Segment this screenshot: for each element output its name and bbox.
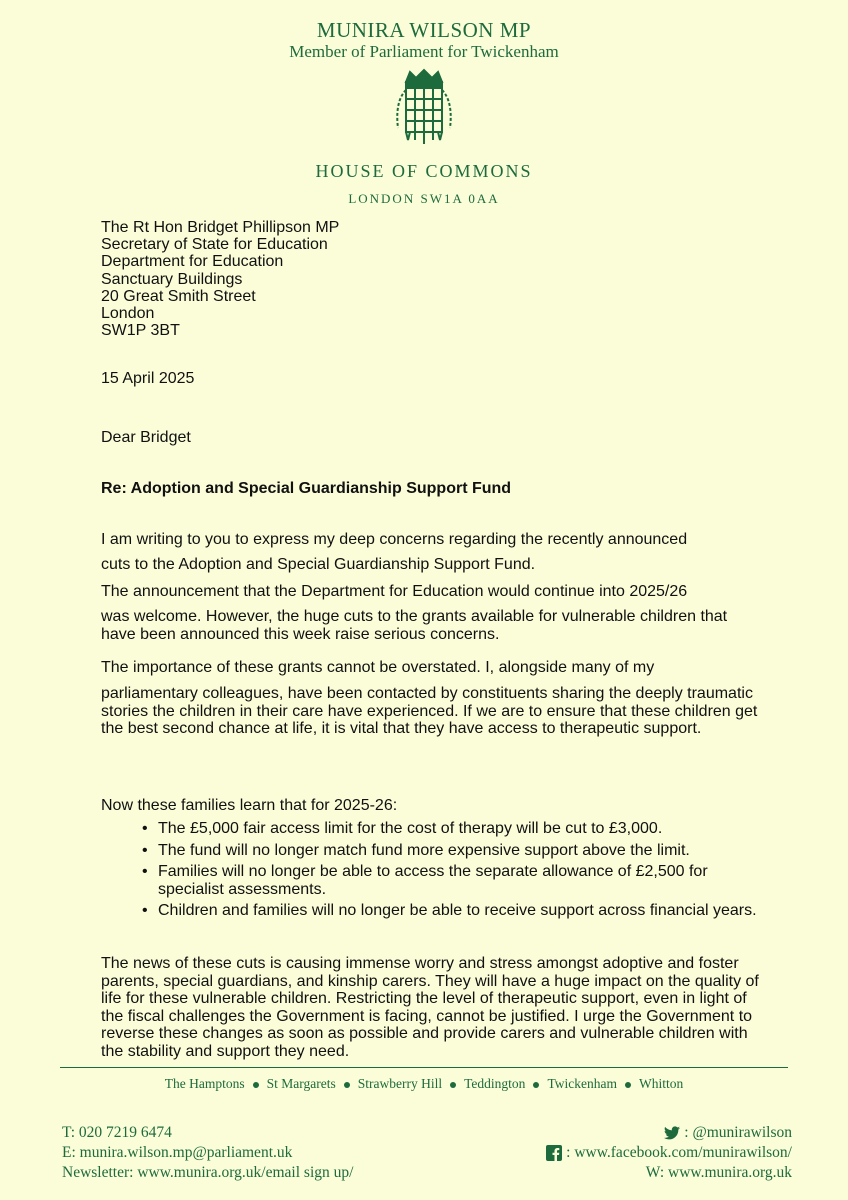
house-address: LONDON SW1A 0AA (348, 191, 500, 206)
list-item: • Children and families will no longer be able to receive support across financial years. (128, 902, 768, 920)
mp-name: MUNIRA WILSON MP (316, 18, 532, 42)
recipient-line: 20 Great Smith Street (101, 287, 256, 305)
facebook-row[interactable] (546, 1144, 792, 1162)
facebook-url: : www.facebook.com/munirawilson/ (566, 1144, 792, 1161)
area-name: Twickenham (547, 1076, 617, 1091)
paragraph-4-intro: Now these families learn that for 2025-26: (101, 797, 398, 814)
recipient-line: Sanctuary Buildings (101, 270, 243, 288)
subject-line: Re: Adoption and Special Guardianship Support Fund (101, 480, 512, 497)
recipient-address (101, 219, 339, 339)
recipient-line: SW1P 3BT (101, 322, 180, 340)
letter-date: 15 April 2025 (101, 370, 195, 387)
paragraph-3-rest: parliamentary colleagues, have been contacted by constituents sharing the deeply traumatic stories the children in their care have experienced. If we are to ensure that these children get the best second chance at life, it is vital that they have access to therapeutic support. (101, 685, 758, 738)
newsletter-link[interactable]: Newsletter: www.munira.org.uk/email sign up/ (62, 1164, 354, 1181)
paragraph-1-line-1: I am writing to you to express my deep concerns regarding the recently announced (101, 531, 688, 548)
email-address[interactable]: E: munira.wilson.mp@parliament.uk (62, 1144, 293, 1161)
mp-constituency: Member of Parliament for Twickenham (289, 42, 559, 61)
footer-divider (60, 1067, 788, 1068)
constituency-areas (0, 1076, 848, 1092)
bullet-separator (450, 1082, 456, 1088)
bullet-separator (344, 1082, 350, 1088)
list-item: • The fund will no longer match fund more expensive support above the limit. (128, 842, 768, 860)
recipient-line: London (101, 305, 155, 323)
facebook-icon (546, 1145, 562, 1161)
twitter-handle: : @munirawilson (684, 1124, 792, 1141)
paragraph-3-line-1: The importance of these grants cannot be overstated. I, alongside many of my (101, 659, 655, 676)
paragraph-1-line-2: cuts to the Adoption and Special Guardianship Support Fund. (101, 556, 536, 573)
twitter-handle-row[interactable] (664, 1124, 792, 1142)
bullet-separator (533, 1082, 539, 1088)
area-name: St Margarets (266, 1076, 336, 1091)
portcullis-icon (388, 68, 460, 148)
paragraph-2-line-1: The announcement that the Department for Education would continue into 2025/26 (101, 583, 688, 600)
twitter-icon (664, 1126, 680, 1140)
area-name: Strawberry Hill (357, 1076, 443, 1091)
house-of-commons: HOUSE OF COMMONS (315, 161, 533, 181)
recipient-line: The Rt Hon Bridget Phillipson MP (101, 219, 340, 236)
recipient-line: Department for Education (101, 253, 284, 271)
paragraph-2-rest: was welcome. However, the huge cuts to the grants available for vulnerable children that have been announced this week raise serious concerns. (101, 608, 728, 643)
area-name: The Hamptons (164, 1076, 245, 1091)
list-item: • The £5,000 fair access limit for the cost of therapy will be cut to £3,000. (128, 820, 768, 838)
bullet-separator (625, 1082, 631, 1088)
website-link[interactable]: W: www.munira.org.uk (645, 1164, 792, 1181)
recipient-line: Secretary of State for Education (101, 236, 328, 254)
salutation: Dear Bridget (101, 429, 191, 446)
bullet-separator (253, 1082, 259, 1088)
area-name: Whitton (638, 1076, 684, 1091)
area-name: Teddington (464, 1076, 526, 1091)
cuts-list (128, 820, 768, 924)
list-item: • Families will no longer be able to access the separate allowance of £2,500 for specialist assessments. (128, 863, 768, 898)
paragraph-5: The news of these cuts is causing immense worry and stress amongst adoptive and foster parents, special guardians, and kinship carers. They will have a huge impact on the quality of life for these vulnerable children. Restricting the level of therapeutic support, even in light of the fiscal challenges the Government is facing, cannot be justified. I urge the Government to reverse these changes as soon as possible and provide carers and vulnerable children with the stability and support they need. (101, 955, 759, 1060)
phone-number: T: 020 7219 6474 (62, 1124, 172, 1141)
